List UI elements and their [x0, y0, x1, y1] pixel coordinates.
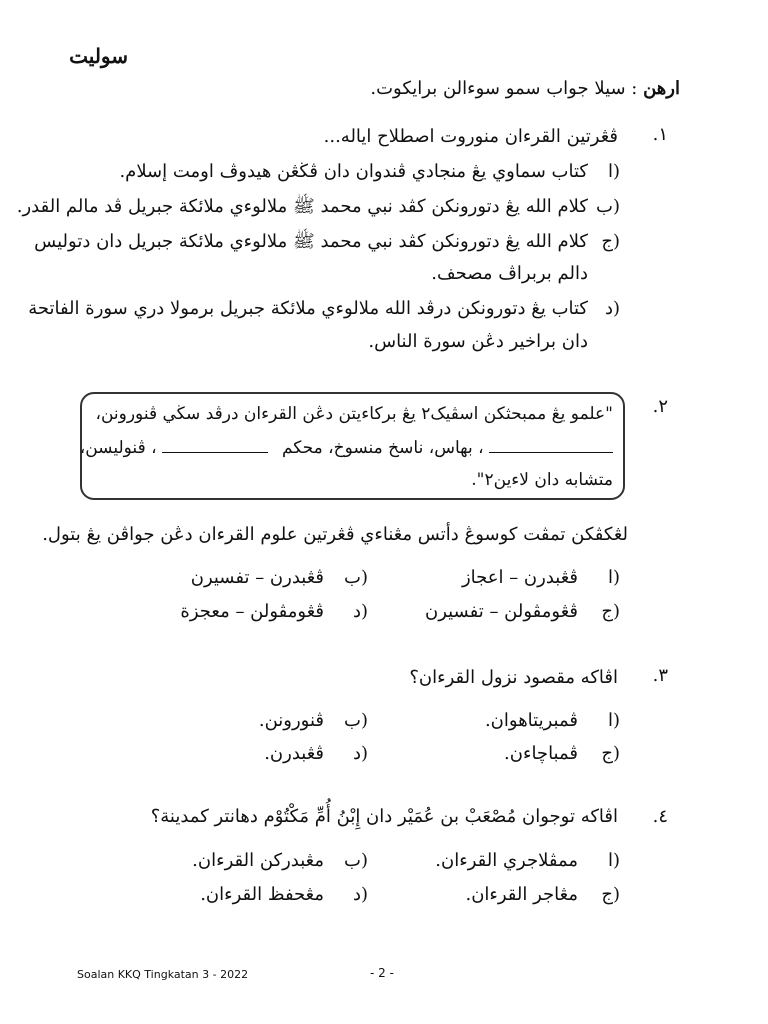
q4-option-c-letter: ج): [601, 884, 620, 905]
question-1-stem: ڤڠرتين القرءان منوروت اصطلاح اياله...: [323, 126, 618, 147]
q1-option-a-text: كتاب سماوي يڠ منجادي ڤندوان دان ڤڬڠن هيدوڤ اومت إسلام.: [119, 161, 588, 182]
instruction-label: ارهن: [643, 78, 680, 99]
q4-option-b-letter: ب): [344, 850, 368, 871]
box-line-2a: ، ڤنوليسن،: [80, 432, 268, 464]
q2-option-d-letter: د): [352, 601, 368, 622]
question-4-number: ٤.: [652, 806, 668, 827]
question-2-number: ٢.: [652, 396, 668, 417]
q2-option-c-text: ڤڠومڤولن – تفسيرن: [424, 601, 578, 622]
blank-2: [489, 436, 613, 453]
q1-option-a-letter: ا): [607, 161, 620, 182]
q3-option-c-letter: ج): [601, 743, 620, 764]
q4-option-b-text: مڠبدركن القرءان.: [192, 850, 324, 871]
question-3-number: ٣.: [652, 665, 668, 686]
q3-option-a-text: ڤمبريتاهوان.: [484, 710, 578, 731]
question-3-stem: اڤاكه مقصود نزول القرءان؟: [409, 667, 618, 688]
q1-option-d-line-2: دان براخير دڠن سورة الناس.: [368, 331, 588, 352]
footer-exam-label: Soalan KKQ Tingkatan 3 - 2022: [77, 968, 249, 981]
question-1-number: ١.: [652, 124, 668, 145]
q4-option-a-text: ممڤلاجري القرءان.: [435, 850, 578, 871]
q4-option-a-letter: ا): [607, 850, 620, 871]
question-4-stem: اڤاكه توجوان مُصْعَبْ بن عُمَيْر دان إِبْنُ أُمِّ مَكْتُوْم دهانتر كمدينة؟: [150, 806, 618, 827]
box-line-2b: ، بهاس، ناسخ منسوخ، محكم: [281, 438, 484, 458]
instruction-text: : سيلا جواب سمو سوءالن برايكوت.: [370, 78, 638, 99]
q3-option-d-letter: د): [352, 743, 368, 764]
box-line-2: [282, 432, 613, 464]
q3-option-b-text: ڤنورونن.: [258, 710, 324, 731]
page-number: - 2 -: [370, 966, 394, 980]
q1-option-d-letter: د): [604, 298, 620, 319]
q1-option-b-text: كلام الله يڠ دتورونكن كڤد نبي محمد ﷺ ملالوءي ملائكة جبريل ڤد مالم القدر.: [16, 196, 588, 217]
q4-option-d-letter: د): [352, 884, 368, 905]
q2-option-c-letter: ج): [601, 601, 620, 622]
box-line-3: متشابه دان لاءين٢".: [471, 470, 613, 490]
q4-option-d-text: مڠحفظ القرءان.: [200, 884, 324, 905]
q3-option-c-text: ڤمباچاءن.: [504, 743, 578, 764]
q1-option-c-line-2: دالم بربراڤ مصحف.: [431, 263, 588, 284]
q1-option-d-line-1: كتاب يڠ دتورونكن درڤد الله ملالوءي ملائكة جبريل برمولا دري سورة الفاتحة: [28, 298, 588, 319]
q3-option-b-letter: ب): [344, 710, 368, 731]
instruction: [370, 78, 680, 99]
q3-option-d-text: ڤڠبدرن.: [264, 743, 324, 764]
question-2-stem: لڠكڤكن تمڤت كوسوڠ دأتس مڠناءي ڤڠرتين علوم القرءان دڠن جواڤن يڠ بتول.: [42, 524, 628, 545]
q2-option-a-text: ڤڠبدرن – اعجاز: [461, 567, 578, 588]
box-line-1: "علمو يڠ ممبحثكن اسڤيک٢ يڠ بركاءيتن دڠن القرءان درڤد سڬي ڤنورونن،: [95, 404, 613, 424]
q1-option-b-letter: ب): [596, 196, 620, 217]
q4-option-c-text: مڠاجر القرءان.: [465, 884, 578, 905]
q2-option-b-text: ڤڠبدرن – تفسيرن: [190, 567, 324, 588]
q2-option-a-letter: ا): [607, 567, 620, 588]
page-title: سوليت: [69, 44, 128, 68]
q2-option-b-letter: ب): [344, 567, 368, 588]
q2-option-d-text: ڤڠومڤولن – معجزة: [180, 601, 324, 622]
blank-1: [162, 436, 268, 453]
q1-option-c-letter: ج): [601, 231, 620, 252]
q1-option-c-line-1: كلام الله يڠ دتورونكن كڤد نبي محمد ﷺ ملالوءي ملائكة جبريل دان دتوليس: [34, 231, 588, 252]
q3-option-a-letter: ا): [607, 710, 620, 731]
